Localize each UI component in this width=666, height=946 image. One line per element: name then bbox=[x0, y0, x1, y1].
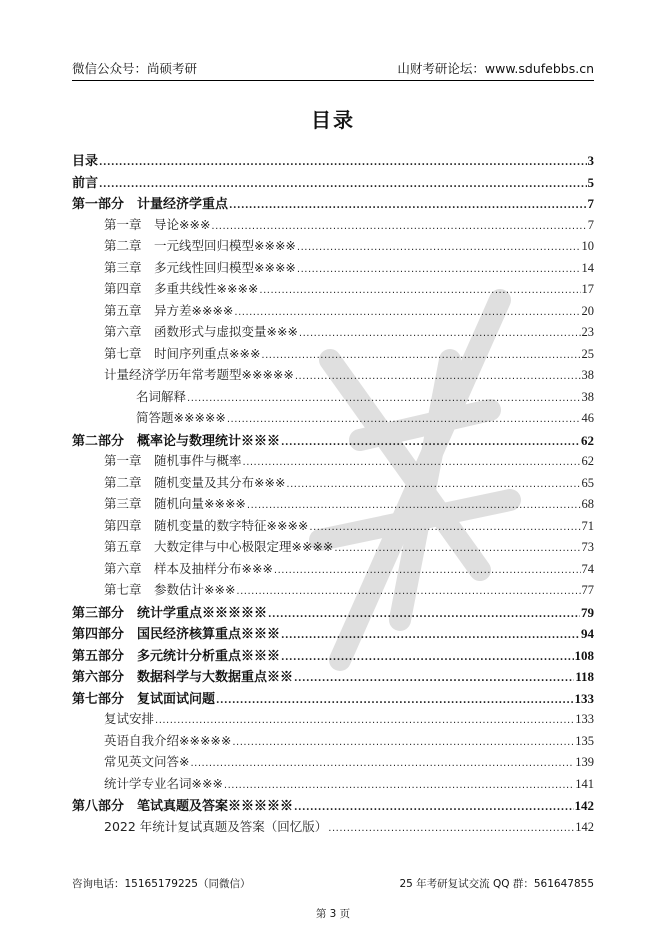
toc-leader-dots bbox=[234, 307, 580, 318]
toc-leader-dots bbox=[281, 652, 573, 663]
toc-entry[interactable] bbox=[72, 731, 594, 753]
toc-entry-page: 38 bbox=[581, 389, 594, 404]
toc-entry-label: 2022 年统计复试真题及答案（回忆版） bbox=[104, 818, 328, 834]
toc-entry-label: 第六部分 数据科学与大数据重点※※ bbox=[72, 670, 294, 685]
toc-entry-label: 统计学专业名词※※※ bbox=[104, 775, 223, 791]
toc-leader-dots bbox=[286, 479, 580, 490]
toc-entry[interactable] bbox=[72, 688, 594, 710]
toc-entry-page: 65 bbox=[581, 475, 594, 490]
toc-entry-label: 第三章 随机向量※※※※ bbox=[104, 496, 246, 511]
toc-entry-label: 名词解释 bbox=[136, 388, 187, 404]
toc-entry-label: 第五章 大数定律与中心极限定理※※※※ bbox=[104, 539, 334, 554]
toc-entry-page: 74 bbox=[581, 561, 594, 576]
toc-entry-label: 第四章 多重共线性※※※※ bbox=[104, 281, 259, 296]
toc-entry-page: 46 bbox=[581, 411, 594, 425]
toc-entry-label: 常见英文问答※ bbox=[104, 754, 190, 769]
toc-leader-dots bbox=[243, 457, 581, 468]
toc-entry[interactable] bbox=[72, 344, 594, 366]
footer-qq-group: 25 年考研复试交流 QQ 群：561647855 bbox=[399, 878, 594, 890]
toc-leader-dots bbox=[297, 242, 581, 253]
toc-entry-page: 94 bbox=[581, 626, 594, 641]
toc-leader-dots bbox=[309, 522, 580, 533]
toc-entry[interactable] bbox=[72, 215, 594, 237]
toc-entry-label: 复试安排 bbox=[104, 711, 155, 726]
toc-leader-dots bbox=[294, 673, 574, 684]
toc-entry-page: 25 bbox=[581, 346, 594, 361]
toc-entry-page: 135 bbox=[575, 733, 594, 748]
toc-entry-page: 10 bbox=[581, 239, 594, 253]
toc-entry[interactable] bbox=[72, 709, 594, 731]
toc-entry[interactable] bbox=[72, 430, 594, 452]
toc-entry-page: 142 bbox=[574, 798, 594, 813]
toc-leader-dots bbox=[229, 200, 586, 211]
toc-leader-dots bbox=[236, 586, 580, 597]
toc-entry[interactable] bbox=[72, 172, 594, 194]
toc-leader-dots bbox=[261, 350, 580, 361]
toc-entry-label: 第三部分 统计学重点※※※※※ bbox=[72, 605, 268, 621]
toc-entry-page: 118 bbox=[575, 669, 594, 684]
toc-leader-dots bbox=[155, 715, 574, 726]
toc-leader-dots bbox=[281, 437, 580, 448]
toc-leader-dots bbox=[328, 823, 574, 834]
toc-leader-dots bbox=[224, 780, 574, 791]
toc-entry-label: 简答题※※※※※ bbox=[136, 410, 226, 425]
footer-contact: 咨询电话：15165179225（同微信） bbox=[72, 878, 251, 890]
toc-leader-dots bbox=[268, 609, 580, 620]
toc-leader-dots bbox=[227, 414, 581, 425]
toc-entry[interactable] bbox=[72, 795, 594, 817]
toc-entry-label: 第二章 随机变量及其分布※※※ bbox=[104, 474, 286, 490]
toc-entry-label: 第七章 时间序列重点※※※ bbox=[104, 345, 261, 361]
toc-entry-label: 第五章 异方差※※※※ bbox=[104, 302, 234, 318]
toc-entry-label: 第一部分 计量经济学重点 bbox=[72, 197, 229, 212]
toc-entry-page: 71 bbox=[581, 518, 594, 533]
toc-entry-page: 3 bbox=[587, 153, 594, 168]
toc-entry[interactable] bbox=[72, 645, 594, 667]
toc-entry[interactable] bbox=[72, 666, 594, 688]
toc-leader-dots bbox=[99, 179, 586, 190]
toc-entry-page: 141 bbox=[575, 776, 594, 791]
page-footer bbox=[72, 876, 594, 891]
toc-entry[interactable] bbox=[72, 559, 594, 581]
toc-entry[interactable] bbox=[72, 580, 594, 602]
toc-entry-label: 第七部分 复试面试问题 bbox=[72, 691, 216, 707]
toc-leader-dots bbox=[281, 630, 580, 641]
toc-entry-page: 73 bbox=[581, 540, 594, 554]
toc-leader-dots bbox=[297, 264, 581, 275]
toc-entry-label: 第一章 导论※※※ bbox=[104, 216, 211, 232]
toc-leader-dots bbox=[274, 565, 581, 576]
toc-entry-label: 第八部分 笔试真题及答案※※※※※ bbox=[72, 799, 294, 814]
toc-entry[interactable] bbox=[72, 537, 594, 559]
toc-entry-page: 7 bbox=[587, 217, 594, 232]
toc-leader-dots bbox=[99, 157, 586, 168]
toc-entry-label: 第六章 样本及抽样分布※※※ bbox=[104, 560, 273, 576]
toc-entry-label: 前言 bbox=[72, 175, 99, 191]
toc-leader-dots bbox=[295, 371, 581, 382]
toc-entry[interactable] bbox=[72, 279, 594, 301]
toc-entry[interactable] bbox=[72, 602, 594, 624]
toc-leader-dots bbox=[211, 221, 586, 232]
toc-leader-dots bbox=[247, 500, 581, 511]
toc-entry-page: 20 bbox=[581, 303, 594, 318]
toc-entry[interactable] bbox=[72, 365, 594, 387]
toc-entry[interactable] bbox=[72, 494, 594, 516]
page-title: 目录 bbox=[311, 108, 355, 132]
toc-entry-page: 108 bbox=[574, 647, 594, 663]
toc-entry[interactable] bbox=[72, 236, 594, 258]
toc-entry[interactable] bbox=[72, 150, 594, 172]
toc-entry-label: 第六章 函数形式与虚拟变量※※※ bbox=[104, 324, 298, 339]
toc-entry-label: 计量经济学历年常考题型※※※※※ bbox=[104, 367, 294, 382]
toc-entry-label: 目录 bbox=[72, 154, 99, 169]
toc-leader-dots bbox=[294, 802, 573, 813]
toc-entry-label: 英语自我介绍※※※※※ bbox=[104, 732, 232, 748]
header-right-text: 山财考研论坛：www.sdufebbs.cn bbox=[397, 61, 594, 76]
toc-entry[interactable] bbox=[72, 516, 594, 538]
toc-leader-dots bbox=[334, 543, 580, 554]
toc-entry-page: 139 bbox=[575, 755, 594, 769]
toc-entry[interactable] bbox=[72, 193, 594, 215]
toc-entry-page: 142 bbox=[575, 819, 594, 834]
toc-entry-label: 第七章 参数估计※※※ bbox=[104, 582, 236, 597]
toc-entry-page: 5 bbox=[587, 174, 594, 190]
toc-entry[interactable] bbox=[72, 301, 594, 323]
toc-entry-label: 第二部分 概率论与数理统计※※※ bbox=[72, 433, 281, 449]
toc-leader-dots bbox=[232, 737, 574, 748]
toc-entry-label: 第四章 随机变量的数字特征※※※※ bbox=[104, 517, 309, 533]
toc-leader-dots bbox=[299, 328, 581, 339]
toc-entry-page: 14 bbox=[581, 260, 594, 275]
toc-entry[interactable] bbox=[72, 451, 594, 473]
toc-entry-page: 38 bbox=[581, 368, 594, 382]
toc-entry-label: 第五部分 多元统计分析重点※※※ bbox=[72, 648, 281, 664]
toc-entry-page: 62 bbox=[581, 432, 594, 448]
page-number: 第 3 页 bbox=[315, 908, 351, 920]
toc-leader-dots bbox=[259, 285, 580, 296]
toc-entry[interactable] bbox=[72, 387, 594, 409]
toc-entry-label: 第三章 多元线性回归模型※※※※ bbox=[104, 259, 296, 275]
toc-entry-label: 第二章 一元线型回归模型※※※※ bbox=[104, 238, 296, 253]
toc-entry-page: 7 bbox=[587, 196, 594, 211]
toc-entry[interactable] bbox=[72, 408, 594, 430]
toc-entry[interactable] bbox=[72, 623, 594, 645]
toc-leader-dots bbox=[216, 695, 573, 706]
toc-entry[interactable] bbox=[72, 817, 594, 839]
toc-entry[interactable] bbox=[72, 473, 594, 495]
header-left-text: 微信公众号：尚硕考研 bbox=[72, 61, 198, 76]
toc-entry-label: 第四部分 国民经济核算重点※※※ bbox=[72, 627, 281, 642]
toc-leader-dots bbox=[190, 758, 574, 769]
toc-entry[interactable] bbox=[72, 774, 594, 796]
toc-entry-page: 133 bbox=[574, 690, 594, 706]
toc-entry-label: 第一章 随机事件与概率 bbox=[104, 453, 242, 468]
toc-entry-page: 79 bbox=[581, 604, 594, 620]
toc-entry-page: 133 bbox=[575, 712, 594, 726]
page-header bbox=[72, 55, 594, 81]
toc-entry-page: 62 bbox=[581, 454, 594, 468]
toc-entry-page: 77 bbox=[581, 583, 594, 597]
table-of-contents bbox=[72, 150, 594, 838]
toc-entry[interactable] bbox=[72, 258, 594, 280]
toc-leader-dots bbox=[187, 393, 580, 404]
toc-entry-page: 23 bbox=[581, 325, 594, 339]
toc-entry[interactable] bbox=[72, 752, 594, 774]
toc-entry-page: 68 bbox=[581, 497, 594, 511]
toc-entry-page: 17 bbox=[581, 282, 594, 296]
toc-entry[interactable] bbox=[72, 322, 594, 344]
